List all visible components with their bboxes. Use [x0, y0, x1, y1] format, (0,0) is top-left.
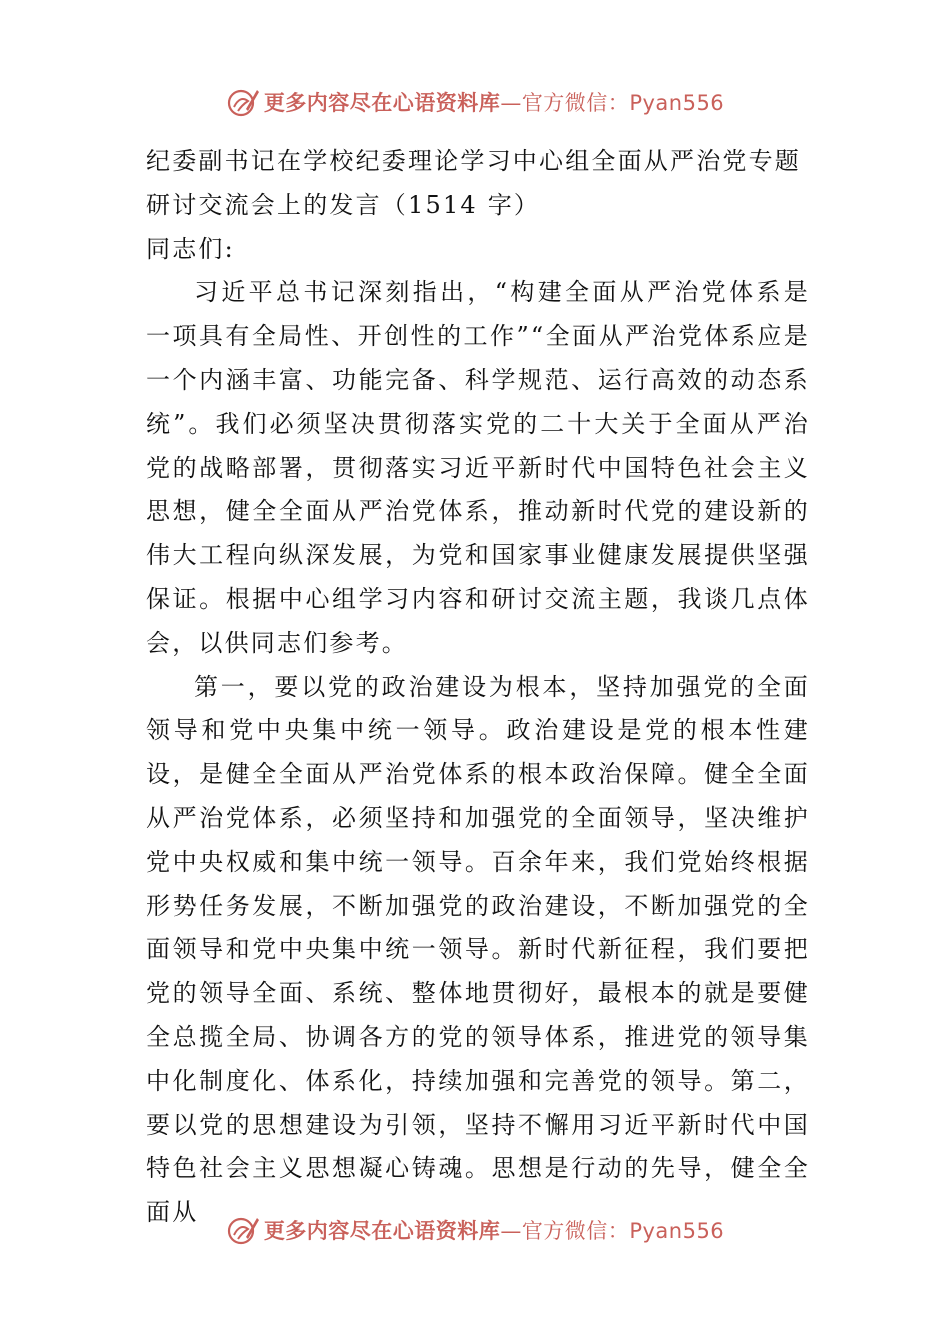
watermark-main-text: 更多内容尽在心语资料库: [263, 91, 501, 115]
watermark-wechat-label: 官方微信：: [521, 1219, 630, 1243]
document-title-line-2: 研讨交流会上的发言（1514 字）: [146, 190, 541, 219]
watermark-main-text: 更多内容尽在心语资料库: [263, 1219, 501, 1243]
footer-watermark: [0, 1210, 950, 1250]
watermark-wechat-id: Pyan556: [629, 91, 725, 115]
watermark-wechat-label: 官方微信：: [521, 91, 630, 115]
header-watermark: [0, 82, 950, 122]
watermark-text: [264, 1215, 724, 1245]
salutation: 同志们:: [146, 234, 235, 263]
watermark-wechat-id: Pyan556: [629, 1219, 725, 1243]
pen-logo-icon: [226, 85, 260, 119]
watermark-text: [264, 87, 724, 117]
paragraph-first-point: 第一，要以党的政治建设为根本，坚持加强党的全面领导和党中央集中统一领导。政治建设是党的根本性建设，是健全全面从严治党体系的根本政治保障。健全全面从严治党体系，必须坚持和加强党的全面领导，坚决维护党中央权威和集中统一领导。百余年来，我们党始终根据形势任务发展，不断加强党的政治建设，不断加强党的全面领导和党中央集中统一领导。新时代新征程，我们要把党的领导全面、系统、整体地贯彻好，最根本的就是要健全总揽全局、协调各方的党的领导体系，推进党的领导集中化制度化、体系化，持续加强和完善党的领导。第二，要以党的思想建设为引领，坚持不懈用习近平新时代中国特色社会主义思想凝心铸魂。思想是行动的先导，健全全面从: [146, 672, 810, 1227]
pen-logo-icon: [226, 1213, 260, 1247]
watermark-dash: —: [500, 91, 522, 115]
document-body: [146, 140, 810, 1235]
paragraph-intro: 习近平总书记深刻指出，“构建全面从严治党体系是一项具有全局性、开创性的工作”“全面从严治党体系应是一个内涵丰富、功能完备、科学规范、运行高效的动态系统”。我们必须坚决贯彻落实党的二十大关于全面从严治党的战略部署，贯彻落实习近平新时代中国特色社会主义思想，健全全面从严治党体系，推动新时代党的建设新的伟大工程向纵深发展，为党和国家事业健康发展提供坚强保证。根据中心组学习内容和研讨交流主题，我谈几点体会，以供同志们参考。: [146, 278, 810, 657]
document-title-line-1: 纪委副书记在学校纪委理论学习中心组全面从严治党专题: [146, 147, 801, 175]
watermark-dash: —: [500, 1219, 522, 1243]
